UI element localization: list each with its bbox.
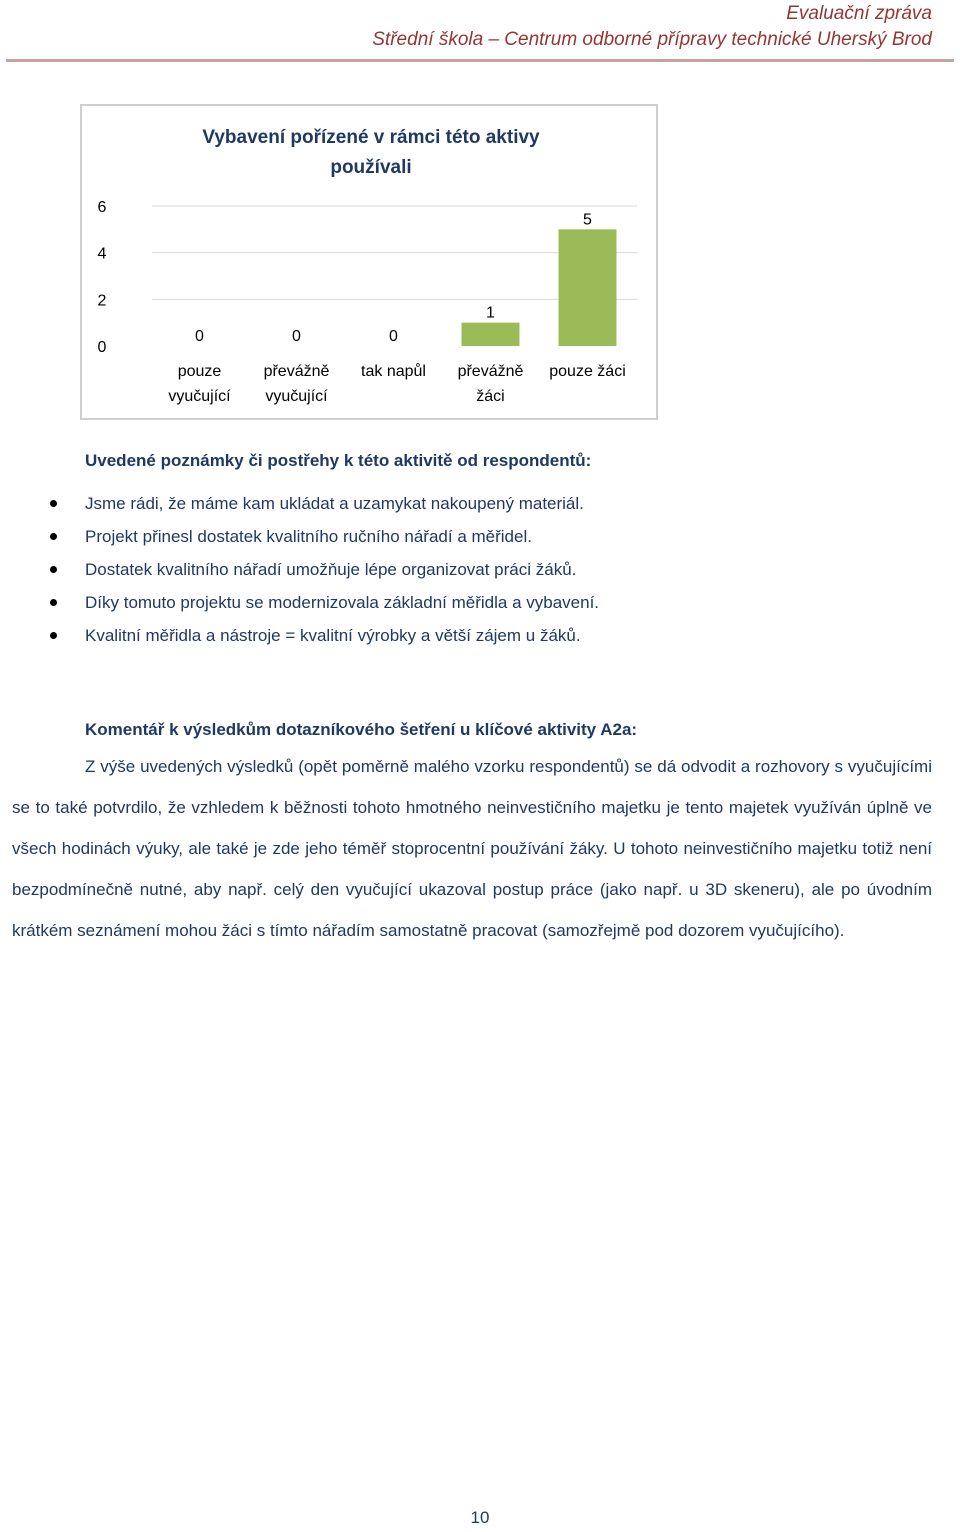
note-item — [48, 556, 928, 589]
note-item — [48, 523, 928, 556]
chart-title: Vybavení pořízené v rámci této aktivy — [202, 127, 540, 148]
bullet-icon — [50, 632, 57, 639]
y-tick-label: 0 — [97, 339, 107, 356]
note-text: Dostatek kvalitního nářadí umožňuje lépe organizovat práci žáků. — [85, 560, 577, 579]
x-tick-label: žáci — [476, 388, 505, 405]
note-item — [48, 622, 928, 655]
note-item — [48, 490, 928, 523]
bullet-icon — [50, 566, 57, 573]
note-text: Kvalitní měřidla a nástroje = kvalitní výrobky a větší zájem u žáků. — [85, 626, 581, 645]
chart-title: používali — [330, 157, 412, 178]
note-item — [48, 589, 928, 622]
data-label: 1 — [486, 304, 495, 322]
notes-title: Uvedené poznámky či postřehy k této aktivitě od respondentů: — [85, 451, 592, 470]
x-tick-label: vyučující — [265, 388, 328, 405]
report-title: Evaluační zpráva — [786, 3, 932, 24]
bar — [462, 323, 520, 346]
bullet-icon — [50, 533, 57, 540]
header-divider — [6, 59, 954, 62]
x-tick-label: převážně — [457, 363, 524, 380]
note-text: Díky tomuto projektu se modernizovala základní měřidla a vybavení. — [85, 593, 600, 612]
notes-list — [48, 490, 928, 655]
data-label: 0 — [292, 328, 301, 345]
commentary-text: Z výše uvedených výsledků (opět poměrně malého vzorku respondentů) se dá odvodit a rozhovory s vyučujícími se to také potvrdilo, že vzhledem k běžnosti tohoto hmotného neinvestičního majetku je tento majetek využíván úplně ve všech hodinách výuky, ale také je zde jeho téměř stoprocentní používání žáky. U tohoto neinvestičního majetku totiž není bezpodmínečně nutné, aby např. celý den vyučující ukazoval postup práce (jako např. u 3D skeneru), ale po úvodním krátkém seznámení mohou žáci s tímto nářadím samostatně pracovat (samozřejmě pod dozorem vyučujícího). — [12, 757, 932, 940]
page-number: 10 — [470, 1508, 490, 1527]
bullet-icon — [50, 599, 57, 606]
bullet-icon — [50, 500, 57, 507]
y-tick-label: 2 — [97, 292, 107, 310]
x-tick-label: vyučující — [168, 388, 231, 405]
x-tick-label: převážně — [263, 363, 330, 380]
data-label: 5 — [583, 211, 592, 229]
x-tick-label: pouze — [177, 363, 222, 380]
y-tick-label: 4 — [97, 245, 107, 263]
note-text: Projekt přinesl dostatek kvalitního ručního nářadí a měřidel. — [85, 527, 532, 546]
y-tick-label: 6 — [97, 199, 107, 216]
bar — [559, 229, 617, 346]
school-name: Střední škola – Centrum odborné přípravy technické Uherský Brod — [372, 29, 932, 50]
note-text: Jsme rádi, že máme kam ukládat a uzamykat nakoupený materiál. — [85, 494, 584, 513]
data-label: 0 — [389, 328, 398, 345]
x-tick-label: tak napůl — [361, 363, 426, 380]
bar-chart-svg — [82, 106, 656, 418]
x-tick-label: pouze žáci — [549, 363, 626, 380]
data-label: 0 — [195, 328, 204, 345]
commentary-title: Komentář k výsledkům dotazníkového šetření u klíčové aktivity A2a: — [85, 720, 638, 739]
bar-chart — [80, 104, 658, 420]
